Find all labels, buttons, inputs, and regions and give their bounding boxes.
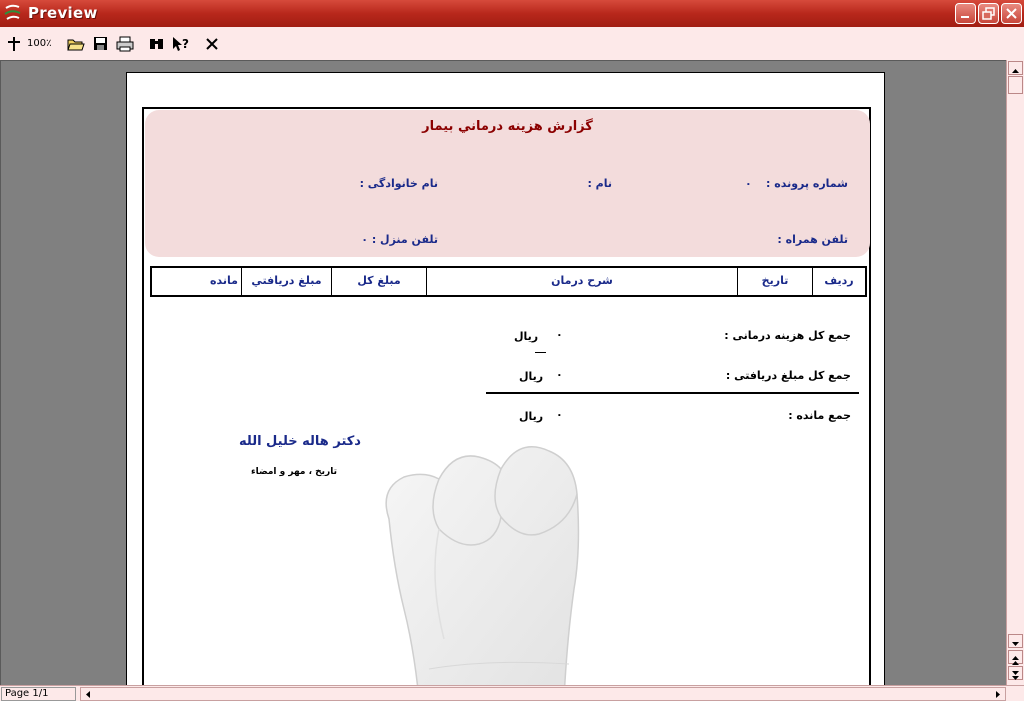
title-bar: [0, 0, 1024, 27]
col-remaining: مانده: [210, 274, 238, 287]
remaining-currency: ريال: [519, 410, 544, 423]
app-logo-icon: [3, 3, 23, 23]
signature-label: تاريخ ، مهر و امضاء: [251, 467, 337, 477]
page-up-button[interactable]: [1008, 650, 1023, 664]
col-date: تاريخ: [737, 268, 812, 295]
report-frame: [142, 107, 871, 685]
zoom-level[interactable]: 100٪: [27, 38, 52, 49]
arrow-right-icon[interactable]: [994, 690, 1002, 699]
home-phone-label: تلفن منزل : ۰: [361, 233, 438, 246]
items-table-header: [150, 266, 867, 297]
mobile-phone-label: تلفن همراه :: [777, 233, 848, 246]
arrow-down-icon: [1009, 638, 1022, 650]
preview-viewport[interactable]: [0, 60, 1006, 685]
total-cost-value: ۰: [556, 328, 563, 341]
help-icon[interactable]: [171, 35, 191, 53]
save-icon[interactable]: [93, 35, 109, 53]
restore-icon: [979, 4, 998, 23]
svg-text:?: ?: [182, 37, 189, 51]
report-header: [145, 110, 870, 257]
col-total-amount: مبلغ کل: [331, 268, 426, 295]
horizontal-scrollbar[interactable]: [80, 687, 1006, 701]
minimize-icon: [956, 4, 975, 23]
close-preview-icon[interactable]: [204, 35, 220, 53]
vertical-scrollbar[interactable]: [1006, 60, 1024, 685]
find-binoculars-icon[interactable]: [148, 35, 166, 53]
col-treatment: شرح درمان: [426, 268, 737, 295]
separator-dash: [535, 352, 546, 353]
total-cost-currency: ريال: [514, 330, 539, 343]
report-page: [126, 72, 885, 685]
remaining-value: ۰: [556, 408, 563, 421]
name-label: نام :: [587, 177, 612, 190]
total-received-currency: ريال: [519, 370, 544, 383]
scroll-down-button[interactable]: [1008, 634, 1023, 648]
remaining-label: جمع مانده :: [788, 409, 851, 422]
zoom-icon[interactable]: [6, 35, 22, 53]
doctor-name: دکتر هاله خليل الله: [239, 434, 361, 449]
window-title: Preview: [28, 4, 98, 22]
tooth-watermark-icon: [369, 439, 619, 685]
restore-button[interactable]: [978, 3, 999, 24]
total-received-label: جمع کل مبلغ دريافتی :: [725, 369, 851, 382]
totals-divider: [486, 392, 859, 394]
vertical-scroll-thumb[interactable]: [1008, 76, 1023, 94]
arrow-left-icon[interactable]: [84, 690, 92, 699]
page-indicator: Page 1/1: [1, 687, 76, 701]
close-window-button[interactable]: [1001, 3, 1022, 24]
family-name-label: نام خانوادگی :: [359, 177, 438, 190]
page-down-button[interactable]: [1008, 666, 1023, 680]
double-arrow-up-icon: [1009, 654, 1022, 666]
minimize-button[interactable]: [955, 3, 976, 24]
col-received-amount: مبلغ دريافتي: [241, 268, 331, 295]
total-received-value: ۰: [556, 368, 563, 381]
col-row-number: رديف: [812, 268, 865, 295]
file-number-label: شماره پرونده :: [766, 177, 848, 190]
status-bar: [0, 685, 1024, 701]
print-icon[interactable]: [116, 35, 134, 53]
toolbar: [0, 27, 1024, 60]
double-arrow-down-icon: [1009, 670, 1022, 682]
total-cost-label: جمع کل هزينه درمانی :: [724, 329, 851, 342]
close-icon: [1002, 4, 1021, 23]
report-title: گزارش هزينه درماني بيمار: [422, 119, 593, 134]
open-folder-icon[interactable]: [67, 35, 85, 53]
file-number-value: ۰: [745, 177, 752, 190]
scroll-up-button[interactable]: [1008, 61, 1023, 75]
